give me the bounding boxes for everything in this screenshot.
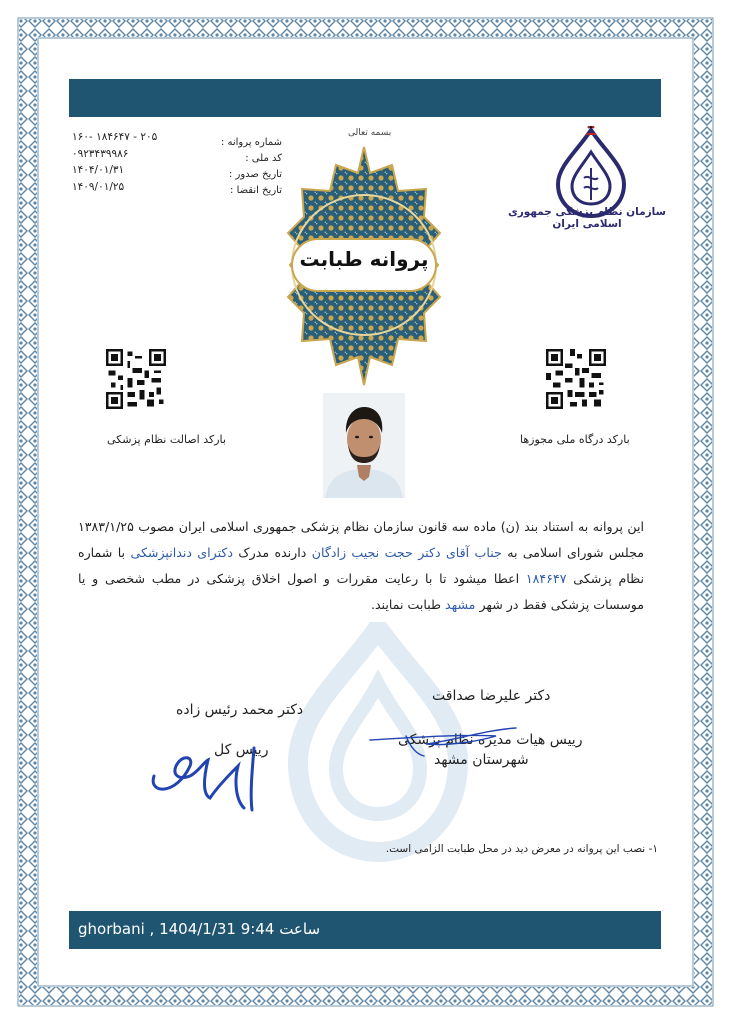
- issue-date-label: تاریخ صدور :: [228, 169, 282, 180]
- national-code: ۰۹۲۳۴۳۹۹۸۶: [72, 147, 129, 160]
- left-signature-scribble: [146, 736, 278, 812]
- certificate-title: پروانه طبابت: [299, 247, 429, 271]
- body-text-part-1: این پروانه به استناد بند (ن) ماده سه قانون سازمان نظام پزشکی جمهوری اسلامی ایران مصوب ۱۳۸۳/۱/۲۵ مجلس شورای اسلامی به: [78, 519, 644, 560]
- license-info-labels: [212, 135, 282, 199]
- right-signature-scribble: [366, 716, 526, 760]
- body-text-part-3: با شماره نظام پزشکی: [78, 545, 644, 586]
- degree: دکترای دندانپزشکی: [130, 545, 234, 560]
- authenticity-barcode-label: بارکد اصالت نظام پزشکی: [107, 433, 226, 446]
- holder-name: جناب آقای دکتر حجت نجیب زادگان: [311, 545, 502, 560]
- medical-number: ۱۸۴۶۴۷: [525, 571, 567, 586]
- right-signatory-name: دکتر علیرضا صداقت: [432, 688, 551, 704]
- body-text-part-4: اعطا میشود تا با رعایت مقررات و اصول اخلاق پزشکی در مطب شخصی و یا موسسات پزشکی فقط در شهر: [78, 571, 644, 612]
- body-text-part-2: دارنده مدرک: [238, 545, 307, 560]
- license-info-values: [72, 129, 192, 195]
- left-signatory-name: دکتر محمد رئیس زاده: [176, 702, 304, 718]
- header-bar: [69, 79, 661, 117]
- body-text-part-5: طبابت نمایند.: [370, 597, 442, 612]
- left-signatory-title: رییس کل: [214, 742, 269, 758]
- right-signatory-title-1: رییس هیات مدیره نظام پزشکی: [398, 732, 583, 748]
- national-code-label: کد ملی :: [245, 153, 282, 164]
- expiry-date-label: تاریخ انقضا :: [230, 185, 282, 196]
- basmala-text: بسمه تعالی: [348, 128, 392, 138]
- authenticity-qr-code[interactable]: [106, 349, 166, 409]
- footer-bar: [69, 911, 661, 949]
- right-signatory-title-2: شهرستان مشهد: [434, 752, 529, 768]
- license-number-label: شماره پروانه :: [220, 137, 282, 148]
- license-number: ۲۰۵ - ۱۸۴۶۴۷ -۱۶۰: [72, 131, 158, 143]
- footnote: ۱- نصب این پروانه در معرض دید در محل طبابت الزامی است.: [385, 843, 658, 855]
- city: مشهد: [445, 597, 476, 612]
- organization-name: سازمان نظام پزشکی جمهوری اسلامی ایران: [508, 206, 666, 230]
- permits-qr-code[interactable]: [546, 349, 606, 409]
- certificate-body: [78, 514, 644, 618]
- expiry-date: ۱۴۰۹/۰۱/۲۵: [72, 180, 125, 193]
- permits-barcode-label: بارکد درگاه ملی مجوزها: [520, 433, 630, 446]
- holder-photo: [323, 393, 405, 498]
- footer-print-info: ghorbani , 1404/1/31 9:44 ساعت: [78, 920, 321, 938]
- issue-date: ۱۴۰۴/۰۱/۳۱: [72, 164, 125, 176]
